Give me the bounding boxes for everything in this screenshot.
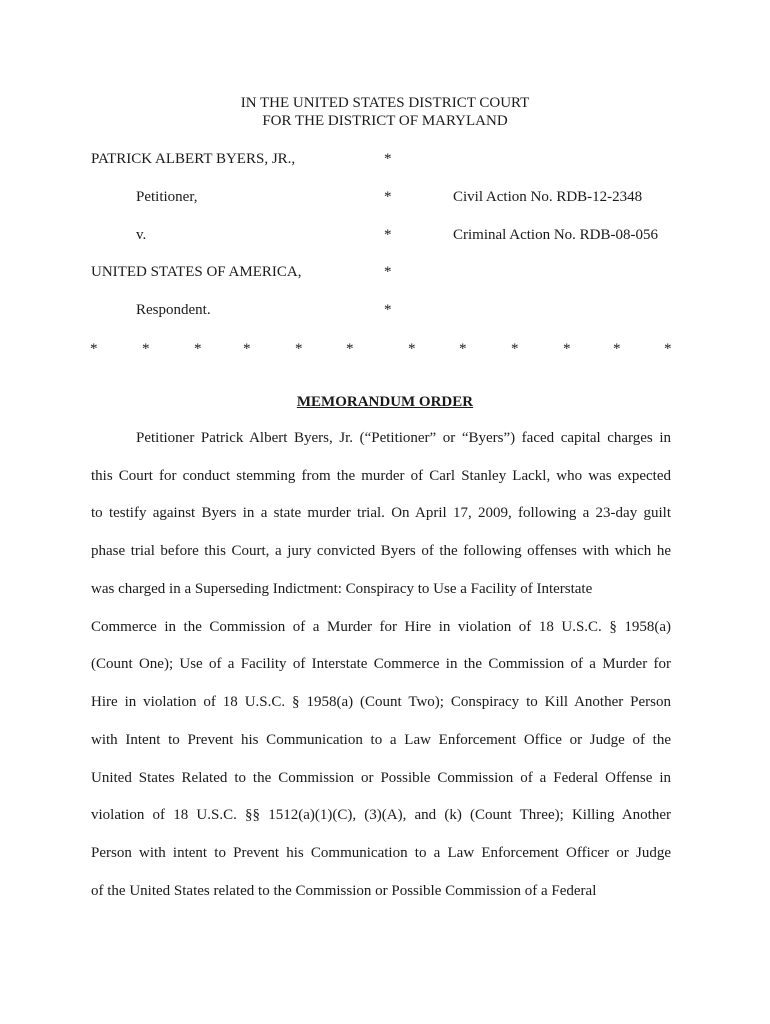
divider-star: *	[295, 341, 303, 357]
caption-star: *	[384, 151, 392, 167]
criminal-action-number: Criminal Action No. RDB-08-056	[453, 227, 658, 243]
divider-star: *	[346, 341, 354, 357]
divider-star: *	[142, 341, 150, 357]
body-line: (Count One); Use of a Facility of Interstate Commerce in the Commission of a Murder for	[91, 656, 671, 672]
caption-row-respondent-role	[0, 300, 770, 320]
divider-star: *	[511, 341, 519, 357]
petitioner-role: Petitioner,	[136, 189, 198, 205]
body-line: United States Related to the Commission or Possible Commission of a Federal Offense in	[91, 770, 671, 786]
respondent-role: Respondent.	[136, 302, 211, 318]
divider-star: *	[664, 341, 672, 357]
body-line: this Court for conduct stemming from the murder of Carl Stanley Lackl, who was expected	[91, 468, 671, 484]
order-title: MEMORANDUM ORDER	[296, 394, 474, 410]
caption-star: *	[384, 227, 392, 243]
court-header-line-2: FOR THE DISTRICT OF MARYLAND	[262, 113, 508, 129]
body-line: Petitioner Patrick Albert Byers, Jr. (“Petitioner” or “Byers”) faced capital charges in	[136, 430, 671, 446]
caption-row-petitioner-name	[0, 149, 770, 169]
body-line: Hire in violation of 18 U.S.C. § 1958(a) (Count Two); Conspiracy to Kill Another Person	[91, 694, 671, 710]
divider-star: *	[613, 341, 621, 357]
caption-divider	[0, 339, 770, 359]
divider-star: *	[243, 341, 251, 357]
versus: v.	[136, 227, 147, 243]
body-line: Person with intent to Prevent his Communication to a Law Enforcement Officer or Judge	[91, 845, 671, 861]
body-line: phase trial before this Court, a jury convicted Byers of the following offenses with which he	[91, 543, 671, 559]
caption-row-respondent-name	[0, 262, 770, 282]
caption-star: *	[384, 264, 392, 280]
divider-star: *	[459, 341, 467, 357]
caption-star: *	[384, 189, 392, 205]
caption-row-petitioner-role	[0, 187, 770, 207]
court-header	[0, 94, 770, 130]
body-line: violation of 18 U.S.C. §§ 1512(a)(1)(C), (3)(A), and (k) (Count Three); Killing Another	[91, 807, 671, 823]
caption-star: *	[384, 302, 392, 318]
body-line: of the United States related to the Commission or Possible Commission of a Federal	[91, 883, 597, 899]
divider-star: *	[90, 341, 98, 357]
body-line: was charged in a Superseding Indictment: Conspiracy to Use a Facility of Interstate	[91, 581, 593, 597]
caption-row-versus	[0, 225, 770, 245]
body-line: to testify against Byers in a state murder trial. On April 17, 2009, following a 23-day guilt	[91, 505, 671, 521]
body-line: Commerce in the Commission of a Murder for Hire in violation of 18 U.S.C. § 1958(a)	[91, 619, 671, 635]
divider-star: *	[563, 341, 571, 357]
divider-star: *	[408, 341, 416, 357]
body-line: with Intent to Prevent his Communication to a Law Enforcement Office or Judge of the	[91, 732, 671, 748]
court-header-line-1: IN THE UNITED STATES DISTRICT COURT	[240, 95, 530, 111]
civil-action-number: Civil Action No. RDB-12-2348	[453, 189, 643, 205]
divider-star: *	[194, 341, 202, 357]
respondent-name: UNITED STATES OF AMERICA,	[91, 264, 302, 280]
petitioner-name: PATRICK ALBERT BYERS, JR.,	[91, 151, 296, 167]
